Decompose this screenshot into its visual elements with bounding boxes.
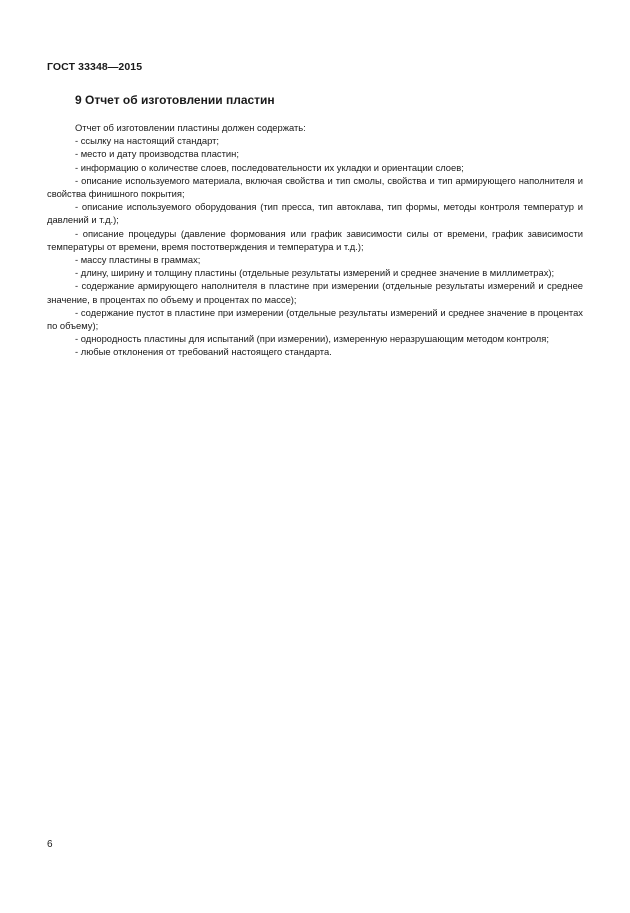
- list-item: - содержание армирующего наполнителя в пластине при измерении (отдельные результаты измерений и среднее значение, в процентах по объему и процентах по массе);: [47, 280, 583, 305]
- list-item: - ссылку на настоящий стандарт;: [75, 135, 220, 147]
- list-item: - описание используемого материала, включая свойства и тип смолы, свойства и тип армирующего наполнителя и свойства финишного покрытия;: [47, 174, 583, 200]
- page-number: 6: [47, 839, 53, 850]
- list-item: - информацию о количестве слоев, последовательности их укладки и ориентации слоев;: [75, 161, 464, 173]
- list-item: - место и дату производства пластин;: [75, 148, 239, 160]
- list-item: - длину, ширину и толщину пластины (отдельные результаты измерений и среднее значение в миллиметрах);: [75, 267, 555, 279]
- list-item: - содержание пустот в пластине при измерении (отдельные результаты измерений и среднее значение в процентах по объему);: [47, 306, 583, 332]
- section-title: 9 Отчет об изготовлении пластин: [75, 93, 275, 107]
- section-body: [47, 121, 583, 359]
- paragraph-intro: Отчет об изготовлении пластины должен содержать:: [75, 122, 306, 133]
- list-item: - однородность пластины для испытаний (при измерении), измеренную неразрушающим методом контроля;: [75, 333, 549, 345]
- list-item: - описание процедуры (давление формования или график зависимости силы от времени, график зависимости температуры от времени, время постотверждения и температура и т.д.);: [47, 227, 583, 252]
- list-item: - описание используемого оборудования (тип пресса, тип автоклава, тип формы, методы контроля температур и давлений и т.д.);: [47, 201, 583, 226]
- list-item: - любые отклонения от требований настоящего стандарта.: [75, 346, 332, 358]
- standard-id-header: ГОСТ 33348—2015: [47, 61, 143, 73]
- list-item: - массу пластины в граммах;: [75, 254, 201, 266]
